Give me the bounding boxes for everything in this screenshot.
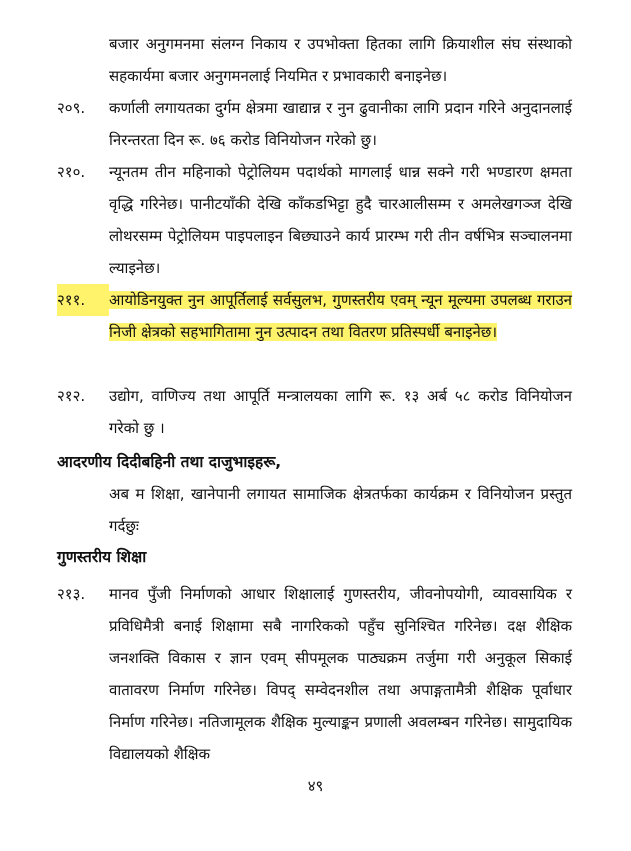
paragraph-number: २०९.	[57, 99, 86, 117]
continuation-paragraph: बजार अनुगमनमा संलग्न निकाय र उपभोक्ता हितका लागि क्रियाशील संघ संस्थाको सहकार्यमा बजार अनुगमनलाई नियमित र प्रभावकारी बनाइनेछ।	[109, 35, 572, 85]
paragraph-text: मानव पुँजी निर्माणको आधार शिक्षालाई गुणस्तरीय, जीवनोपयोगी, व्यावसायिक र प्रविधिमैत्री बनाई शिक्षामा सबै नागरिकको पहुँच सुनिश्चित गरिनेछ। दक्ष शैक्षिक जनशक्ति विकास र ज्ञान एवम् सीपमूलक पाठ्यक्रम तर्जुमा गरी अनुकूल सिकाई वातावरण निर्माण गरिनेछ। विपद् सम्वेदनशील तथा अपाङ्गतामैत्री शैक्षिक पूर्वाधार निर्माण गरिनेछ। नतिजामूलक शैक्षिक मुल्याङ्कन प्रणाली अवलम्बन गरिनेछ। सामुदायिक विद्यालयको शैक्षिक	[109, 585, 572, 763]
page-number: ४९	[307, 777, 324, 795]
highlighted-paragraph-text: आयोडिनयुक्त नुन आपूर्तिलाई सर्वसुलभ, गुणस्तरीय एवम् न्यून मूल्यमा उपलब्ध गराउन निजी क्षेत्रको सहभागितामा नुन उत्पादन तथा वितरण प्रतिस्पर्धी बनाइनेछ।	[109, 291, 572, 341]
paragraph-number: २१२.	[57, 387, 86, 405]
paragraph-text: कर्णाली लगायतका दुर्गम क्षेत्रमा खाद्यान्न र नुन ढुवानीका लागि प्रदान गरिने अनुदानलाई निरन्तरता दिन रू. ७६ करोड विनियोजन गरेको छु।	[109, 99, 572, 149]
paragraph-text: उद्योग, वाणिज्य तथा आपूर्ति मन्त्रालयका लागि रू. १३ अर्ब ५८ करोड विनियोजन गरेको छु ।	[109, 387, 572, 437]
section-heading: गुणस्तरीय शिक्षा	[57, 548, 147, 566]
paragraph-number: २११.	[57, 284, 109, 316]
intro-paragraph: अब म शिक्षा, खानेपानी लगायत सामाजिक क्षेत्रतर्फका कार्यक्रम र विनियोजन प्रस्तुत गर्दछुः	[109, 485, 572, 535]
paragraph-number: २१३.	[57, 585, 86, 603]
paragraph-text: न्यूनतम तीन महिनाको पेट्रोलियम पदार्थको मागलाई धान्न सक्ने गरी भण्डारण क्षमता वृद्धि गरिनेछ। पानीटयाँकी देखि काँकडभिट्टा हुदै चारआलीसम्म र अमलेखगञ्ज देखि लोथरसम्म पेट्रोलियम पाइपलाइन बिछ्याउने कार्य प्रारम्भ गरी तीन वर्षभित्र सञ्चालनमा ल्याइनेछ।	[109, 163, 572, 277]
salutation-heading: आदरणीय दिदीबहिनी तथा दाजुभाइहरू,	[57, 453, 282, 471]
paragraph-number: २१०.	[57, 163, 86, 181]
